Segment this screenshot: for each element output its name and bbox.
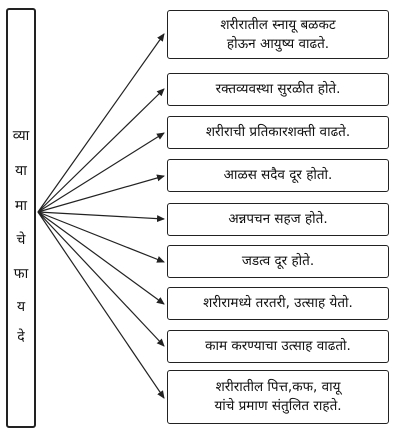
title-char: फा bbox=[13, 266, 29, 282]
benefit-text: शरीरातील स्नायू बळकट bbox=[220, 16, 336, 33]
benefit-text: जडत्व दूर होते. bbox=[241, 253, 315, 269]
benefit-text: शरीरामध्ये तरतरी, उत्साह येतो. bbox=[203, 295, 353, 311]
benefit-text: अन्नपचन सहज होते. bbox=[228, 211, 328, 227]
benefit-text: रक्तव्यवस्था सुरळीत होते. bbox=[215, 81, 341, 97]
benefit-box bbox=[167, 73, 389, 106]
benefit-box bbox=[167, 370, 389, 424]
benefit-box bbox=[167, 245, 389, 278]
benefit-box bbox=[167, 159, 389, 192]
arrow bbox=[38, 133, 164, 212]
title-char: मा bbox=[15, 198, 27, 214]
title-char: दे bbox=[17, 329, 25, 345]
benefit-text: आळस सदैव दूर होतो. bbox=[223, 167, 333, 183]
benefit-box bbox=[167, 203, 389, 236]
arrow bbox=[38, 212, 164, 346]
benefit-text: शरीरातील पित्त,कफ, वायू bbox=[215, 379, 341, 395]
benefit-text: काम करण्याचा उत्साह वाढतो. bbox=[205, 338, 351, 354]
benefit-text: शरीराची प्रतिकारशक्ती वाढते. bbox=[205, 124, 351, 140]
arrow bbox=[38, 212, 164, 262]
benefit-box bbox=[167, 116, 389, 149]
arrow bbox=[38, 212, 164, 219]
benefit-box bbox=[167, 10, 389, 59]
title-char: व्या bbox=[12, 128, 30, 144]
benefit-box bbox=[167, 330, 389, 363]
benefit-text: यांचे प्रमाण संतुलित राहते. bbox=[214, 398, 342, 414]
benefit-text: होऊन आयुष्य वाढते. bbox=[226, 35, 330, 52]
title-char: य bbox=[16, 299, 26, 315]
benefit-box bbox=[167, 287, 389, 320]
arrow bbox=[38, 212, 164, 398]
title-char: या bbox=[15, 163, 27, 179]
arrow bbox=[38, 34, 164, 212]
title-char: चे bbox=[16, 232, 26, 248]
arrow bbox=[38, 212, 164, 304]
